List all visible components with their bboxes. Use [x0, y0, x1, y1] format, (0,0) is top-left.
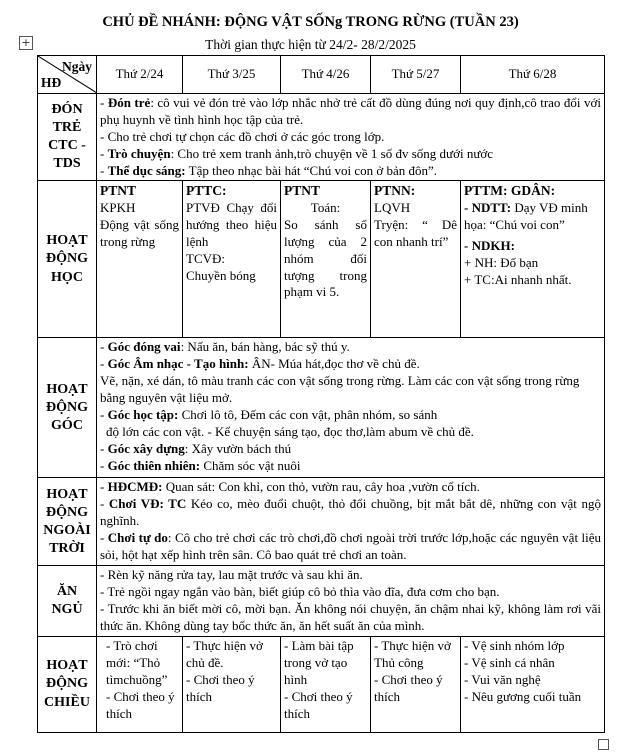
hoc-thu: PTNN: LQVH Tryện: “ Dê con nhanh trí” — [371, 181, 461, 338]
chieu-tue: - Thực hiện vở chủ đề. - Chơi theo ý thích — [183, 637, 281, 733]
ngoai-troi-content: - HĐCMĐ: Quan sát: Con khỉ, con thỏ, vườn rau, cây hoa ,vườn cổ tích. - Chơi VĐ: TC Kéo co, mèo đuổi chuột, thỏ đổi chuồng, bịt mắt bắt dê, những con vật ngộ nghĩnh. - Chơi tự do: Cô cho trẻ chơi các trò chơi,đồ chơi ngoài trời trước lớp,hoặc các nguyên vật liệu sỏi, hột hạt xếp hình trên sân. Cô bao quát trẻ chơi an toàn. — [97, 478, 605, 566]
table-header-row — [38, 56, 605, 94]
table-move-handle-icon[interactable]: + — [19, 36, 33, 50]
document-subtitle: Thời gian thực hiện từ 24/2- 28/2/2025 — [205, 37, 416, 52]
don-tre-line-1: - Đón trẻ: cô vui vẻ đón trẻ vào lớp nhắc nhở trẻ cất đồ dùng đúng nơi quy định,cô trao đổi với phụ huynh về tình hình học tập của trẻ. — [100, 95, 601, 127]
corner-label-day: Ngày — [62, 59, 92, 74]
header-day-thu: Thứ 5/27 — [371, 56, 461, 94]
corner-cell — [38, 56, 97, 94]
document-title: CHỦ ĐỀ NHÁNH: ĐỘNG VẬT SỐNg TRONG RỪNG (TUẦN 23) — [102, 14, 519, 30]
rowhead-hoat-dong-hoc: HOẠT ĐỘNG HỌC — [38, 181, 97, 338]
rowhead-hoat-dong-chieu: HOẠT ĐỘNG CHIỀU — [38, 637, 97, 733]
row-an-ngu — [38, 566, 605, 637]
header-day-tue: Thứ 3/25 — [183, 56, 281, 94]
header-day-wed: Thứ 4/26 — [281, 56, 371, 94]
row-ngoai-troi — [38, 478, 605, 566]
chieu-fri: - Vệ sinh nhóm lớp - Vệ sinh cá nhân - Vui văn nghệ - Nêu gương cuối tuần — [461, 637, 605, 733]
chieu-mon: - Trò chơi mới: “Thỏ tìmchuồng” - Chơi theo ý thích — [97, 637, 183, 733]
row-don-tre — [38, 94, 605, 181]
rowhead-an-ngu: ĂN NGỦ — [38, 566, 97, 637]
don-tre-line-2: - Cho trẻ chơi tự chọn các đồ chơi ở các góc trong lớp. — [100, 128, 385, 144]
chieu-wed: - Làm bài tập trong vở tạo hình - Chơi theo ý thích — [281, 637, 371, 733]
row-hoat-dong-hoc — [38, 181, 605, 338]
row-hoat-dong-goc — [38, 338, 605, 478]
table-resize-handle[interactable] — [598, 739, 609, 750]
chieu-thu: - Thực hiện vở Thủ công - Chơi theo ý thích — [371, 637, 461, 733]
header-day-fri: Thứ 6/28 — [461, 56, 605, 94]
don-tre-content — [97, 94, 605, 181]
hoc-wed: PTNT Toán: So sánh số lượng của 2 nhóm đối tượng trong phạm vi 5. — [281, 181, 371, 338]
don-tre-line-3: - Trò chuyện: Cho trẻ xem tranh ảnh,trò chuyện về 1 số đv sống dưới nước — [100, 145, 494, 161]
header-day-mon: Thứ 2/24 — [97, 56, 183, 94]
hoc-fri: PTTM: GDÂN: - NDTT: Dạy VĐ minh họa: “Chú voi con” - NDKH: + NH: Đố bạn + TC:Ai nhanh nhất. — [461, 181, 605, 338]
don-tre-line-4: - Thể dục sáng: Tập theo nhạc bài hát “Chú voi con ở bản đôn”. — [100, 162, 438, 178]
row-hoat-dong-chieu — [38, 637, 605, 733]
rowhead-hoat-dong-goc: HOẠT ĐỘNG GÓC — [38, 338, 97, 478]
an-ngu-content: - Rèn kỹ năng rửa tay, lau mặt trước và sau khi ăn. - Trẻ ngồi ngay ngắn vào bàn, biết giúp cô bỏ thìa vào đĩa, đưa cơm cho bạn. - Trước khi ăn biết mời cô, mời bạn. Ăn không nói chuyện, ăn chậm nhai kỹ, không làm rơi vãi thức ăn. Không dùng tay bốc thức ăn, ăn hết suất ăn của mình. — [97, 566, 605, 637]
lesson-plan-table — [37, 55, 605, 733]
hoc-tue: PTTC: PTVĐ Chạy đổi hướng theo hiệu lệnh TCVĐ: Chuyền bóng — [183, 181, 281, 338]
rowhead-ngoai-troi: HOẠT ĐỘNG NGOÀI TRỜI — [38, 478, 97, 566]
corner-label-activity: HĐ — [41, 75, 62, 91]
hoc-mon: PTNT KPKH Động vật sống trong rừng — [97, 181, 183, 338]
goc-content: - Góc đóng vai: Nấu ăn, bán hàng, bác sỹ thú y. - Góc Âm nhạc - Tạo hình: ÂN- Múa hát,đọc thơ về chủ đề. Vẽ, nặn, xé dán, tô màu tranh các con vật sống trong rừng. Làm các con vật sống trong rừng bằng nguyên vật liệu mở. - Góc học tập: Chơi lô tô, Đếm các con vật, phân nhóm, so sánh độ lớn các con vật. - Kể chuyện sáng tạo, đọc thơ,làm abum về chủ đề. - Góc xây dựng: Xây vườn bách thú - Góc thiên nhiên: Chăm sóc vật nuôi — [97, 338, 605, 478]
rowhead-don-tre: ĐÓN TRẺ CTC - TDS — [38, 94, 97, 181]
